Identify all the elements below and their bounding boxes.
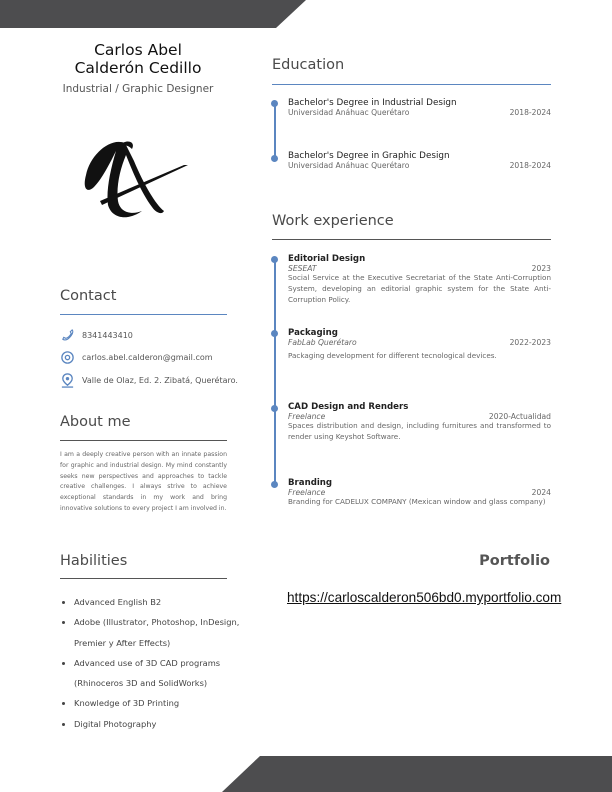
divider bbox=[272, 239, 551, 240]
work-years: 2023 bbox=[531, 264, 551, 273]
skills-list bbox=[60, 592, 244, 734]
work-title: Branding bbox=[288, 478, 333, 488]
school: Universidad Anáhuac Querétaro bbox=[288, 108, 410, 117]
work-title: Editorial Design bbox=[288, 254, 366, 264]
job-title: Industrial / Graphic Designer bbox=[62, 83, 214, 95]
work-item bbox=[288, 478, 551, 508]
divider bbox=[60, 314, 227, 315]
education-timeline bbox=[274, 103, 276, 159]
list-item: • Knowledge of 3D Printing bbox=[74, 693, 244, 713]
work-item bbox=[288, 402, 551, 443]
portfolio-link[interactable]: https://carloscalderon506bd0.myportfolio.com bbox=[287, 590, 562, 605]
contact-heading: Contact bbox=[60, 288, 117, 304]
school: Universidad Anáhuac Querétaro bbox=[288, 161, 410, 170]
work-org: FabLab Querétaro bbox=[288, 338, 357, 347]
timeline-dot bbox=[271, 256, 278, 263]
divider bbox=[60, 440, 227, 441]
work-title: CAD Design and Renders bbox=[288, 402, 409, 412]
full-name: Carlos Abel Calderón Cedillo bbox=[74, 41, 202, 77]
contact-phone[interactable] bbox=[60, 328, 133, 343]
list-item: • Advanced use of 3D CAD programs (Rhinoceros 3D and SolidWorks) bbox=[74, 653, 244, 694]
work-timeline bbox=[274, 259, 276, 485]
work-item bbox=[288, 328, 551, 362]
work-years: 2024 bbox=[531, 488, 551, 497]
address-text: Valle de Olaz, Ed. 2. Zibatá, Querétaro. bbox=[82, 376, 238, 385]
phone-icon bbox=[60, 328, 75, 343]
skills-heading: Habilities bbox=[60, 553, 128, 569]
list-item: • Advanced English B2 bbox=[74, 592, 244, 612]
work-heading: Work experience bbox=[272, 213, 394, 229]
education-item bbox=[288, 151, 551, 170]
timeline-dot bbox=[271, 330, 278, 337]
years: 2018-2024 bbox=[509, 161, 551, 170]
education-item bbox=[288, 98, 551, 117]
work-org: SESEAT bbox=[288, 264, 317, 273]
work-years: 2022-2023 bbox=[509, 338, 551, 347]
timeline-dot bbox=[271, 155, 278, 162]
contact-address bbox=[60, 373, 238, 388]
divider bbox=[60, 578, 227, 579]
work-org: Freelance bbox=[288, 412, 326, 421]
work-org: Freelance bbox=[288, 488, 326, 497]
degree: Bachelor's Degree in Graphic Design bbox=[288, 151, 450, 161]
timeline-dot bbox=[271, 405, 278, 412]
divider bbox=[272, 84, 551, 85]
work-item bbox=[288, 254, 551, 305]
at-icon bbox=[60, 350, 75, 365]
degree: Bachelor's Degree in Industrial Design bbox=[288, 98, 457, 108]
list-item: • Adobe (Illustrator, Photoshop, InDesign, Premier y After Effects) bbox=[74, 612, 244, 653]
contact-email[interactable] bbox=[60, 350, 213, 365]
portfolio-heading: Portfolio bbox=[479, 553, 550, 569]
timeline-dot bbox=[271, 100, 278, 107]
work-title: Packaging bbox=[288, 328, 338, 338]
work-description: Branding for CADELUX COMPANY (Mexican window and glass company) bbox=[288, 497, 546, 506]
work-description: Spaces distribution and design, including furnitures and transformed to render using Keyshot Software. bbox=[288, 421, 551, 441]
years: 2018-2024 bbox=[509, 108, 551, 117]
email-text: carlos.abel.calderon@gmail.com bbox=[82, 353, 213, 362]
top-decor-bar bbox=[0, 0, 612, 30]
work-description: Social Service at the Executive Secretariat of the State Anti-Corruption System, developing an editorial graphic system for the State Anti-Corruption Policy. bbox=[288, 273, 551, 304]
about-text: I am a deeply creative person with an innate passion for graphic and industrial design. My mind constantly seeks new perspectives and approaches to tackle creative challenges. I always strive to achieve exceptional standards in my work and bring innovative solutions to every project I am involved in. bbox=[60, 451, 227, 512]
education-heading: Education bbox=[272, 57, 345, 73]
signature-logo bbox=[80, 135, 192, 225]
location-pin-icon bbox=[60, 373, 75, 388]
phone-text: 8341443410 bbox=[82, 331, 133, 340]
timeline-dot bbox=[271, 481, 278, 488]
work-description: Packaging development for different tecnological devices. bbox=[288, 351, 497, 360]
bottom-decor-bar bbox=[0, 750, 612, 792]
about-heading: About me bbox=[60, 414, 131, 430]
list-item: • Digital Photography bbox=[74, 714, 244, 734]
work-years: 2020-Actualidad bbox=[488, 412, 551, 421]
